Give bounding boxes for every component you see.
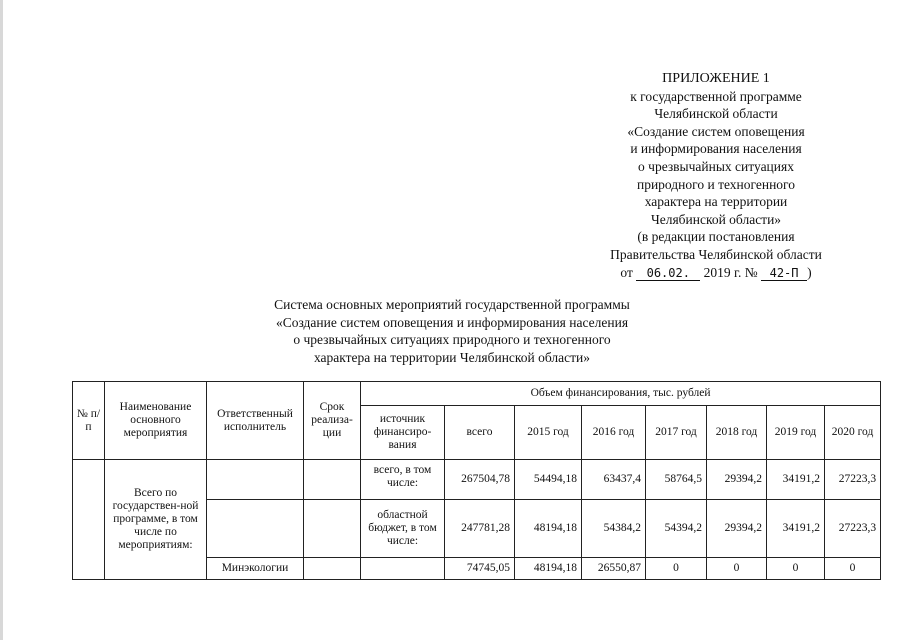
cell-executor (207, 460, 304, 500)
cell-year-value: 29394,2 (707, 500, 767, 558)
cell-total: 247781,28 (445, 500, 515, 558)
cell-executor: Минэкологии (207, 558, 304, 580)
header-year: 2016 год (582, 406, 646, 460)
title-line: о чрезвычайных ситуациях природного и техногенного (293, 332, 611, 347)
appendix-line: характера на территории (644, 194, 788, 210)
appendix-line: Челябинской области (654, 106, 778, 122)
cell-total: 267504,78 (445, 460, 515, 500)
cell-year-value: 27223,3 (825, 500, 881, 558)
cell-total: 74745,05 (445, 558, 515, 580)
cell-year-value: 27223,3 (825, 460, 881, 500)
title-line: «Создание систем оповещения и информирования населения (275, 314, 629, 330)
year-text: 2019 г. № (703, 264, 758, 280)
cell-year-value: 54494,18 (515, 460, 582, 500)
cell-year-value: 48194,18 (515, 500, 582, 558)
header-row-top (73, 382, 881, 406)
cell-period (304, 460, 361, 500)
decree-number: 42-П (761, 266, 807, 281)
header-year: 2019 год (767, 406, 825, 460)
appendix-line: о чрезвычайных ситуациях (638, 158, 794, 174)
header-total: всего (445, 406, 515, 460)
cell-source: областной бюджет, в том числе: (361, 500, 445, 558)
closing-paren: ) (807, 264, 812, 280)
cell-year-value: 26550,87 (582, 558, 646, 580)
cell-period (304, 558, 361, 580)
cell-year-value: 54394,2 (646, 500, 707, 558)
cell-year-value: 54384,2 (582, 500, 646, 558)
appendix-line: «Создание систем оповещения (627, 123, 805, 139)
table-row (73, 460, 881, 500)
cell-year-value: 29394,2 (707, 460, 767, 500)
cell-year-value: 48194,18 (515, 558, 582, 580)
document-title (232, 296, 672, 366)
header-source: источник финансиро-вания (361, 406, 445, 460)
cell-year-value: 34191,2 (767, 460, 825, 500)
header-executor: Ответственный исполнитель (207, 382, 304, 460)
appendix-line: и информирования населения (630, 141, 802, 157)
appendix-line: природного и техногенного (636, 176, 796, 192)
header-activity-name: Наименование основного мероприятия (105, 382, 207, 460)
cell-year-value: 0 (767, 558, 825, 580)
appendix-line: Челябинской области» (650, 211, 782, 227)
appendix-block (590, 70, 842, 281)
appendix-line: Правительства Челябинской области (610, 246, 822, 262)
header-year: 2017 год (646, 406, 707, 460)
cell-year-value: 34191,2 (767, 500, 825, 558)
appendix-line: к государственной программе (630, 88, 802, 104)
title-line: Система основных мероприятий государственной программы (274, 297, 630, 312)
cell-year-value: 63437,4 (582, 460, 646, 500)
cell-source: всего, в том числе: (361, 460, 445, 500)
program-activities-table (72, 381, 881, 580)
header-year: 2020 год (825, 406, 881, 460)
cell-program-total-name: Всего по государствен-ной программе, в том числе по мероприятиям: (105, 460, 207, 580)
cell-num (73, 460, 105, 580)
header-funding: Объем финансирования, тыс. рублей (361, 382, 881, 406)
cell-source (361, 558, 445, 580)
date-prefix: от (620, 264, 633, 280)
header-period: Срок реализа-ции (304, 382, 361, 460)
cell-year-value: 0 (825, 558, 881, 580)
appendix-heading: ПРИЛОЖЕНИЕ 1 (662, 71, 770, 86)
date-value: 06.02. (636, 266, 700, 281)
cell-executor (207, 500, 304, 558)
cell-period (304, 500, 361, 558)
header-year: 2015 год (515, 406, 582, 460)
appendix-date-line (590, 264, 842, 282)
appendix-line: (в редакции постановления (637, 229, 795, 245)
cell-year-value: 58764,5 (646, 460, 707, 500)
title-line: характера на территории Челябинской области» (313, 349, 591, 365)
header-year: 2018 год (707, 406, 767, 460)
header-num: № п/п (73, 382, 105, 460)
cell-year-value: 0 (707, 558, 767, 580)
scan-edge (0, 0, 3, 640)
cell-year-value: 0 (646, 558, 707, 580)
